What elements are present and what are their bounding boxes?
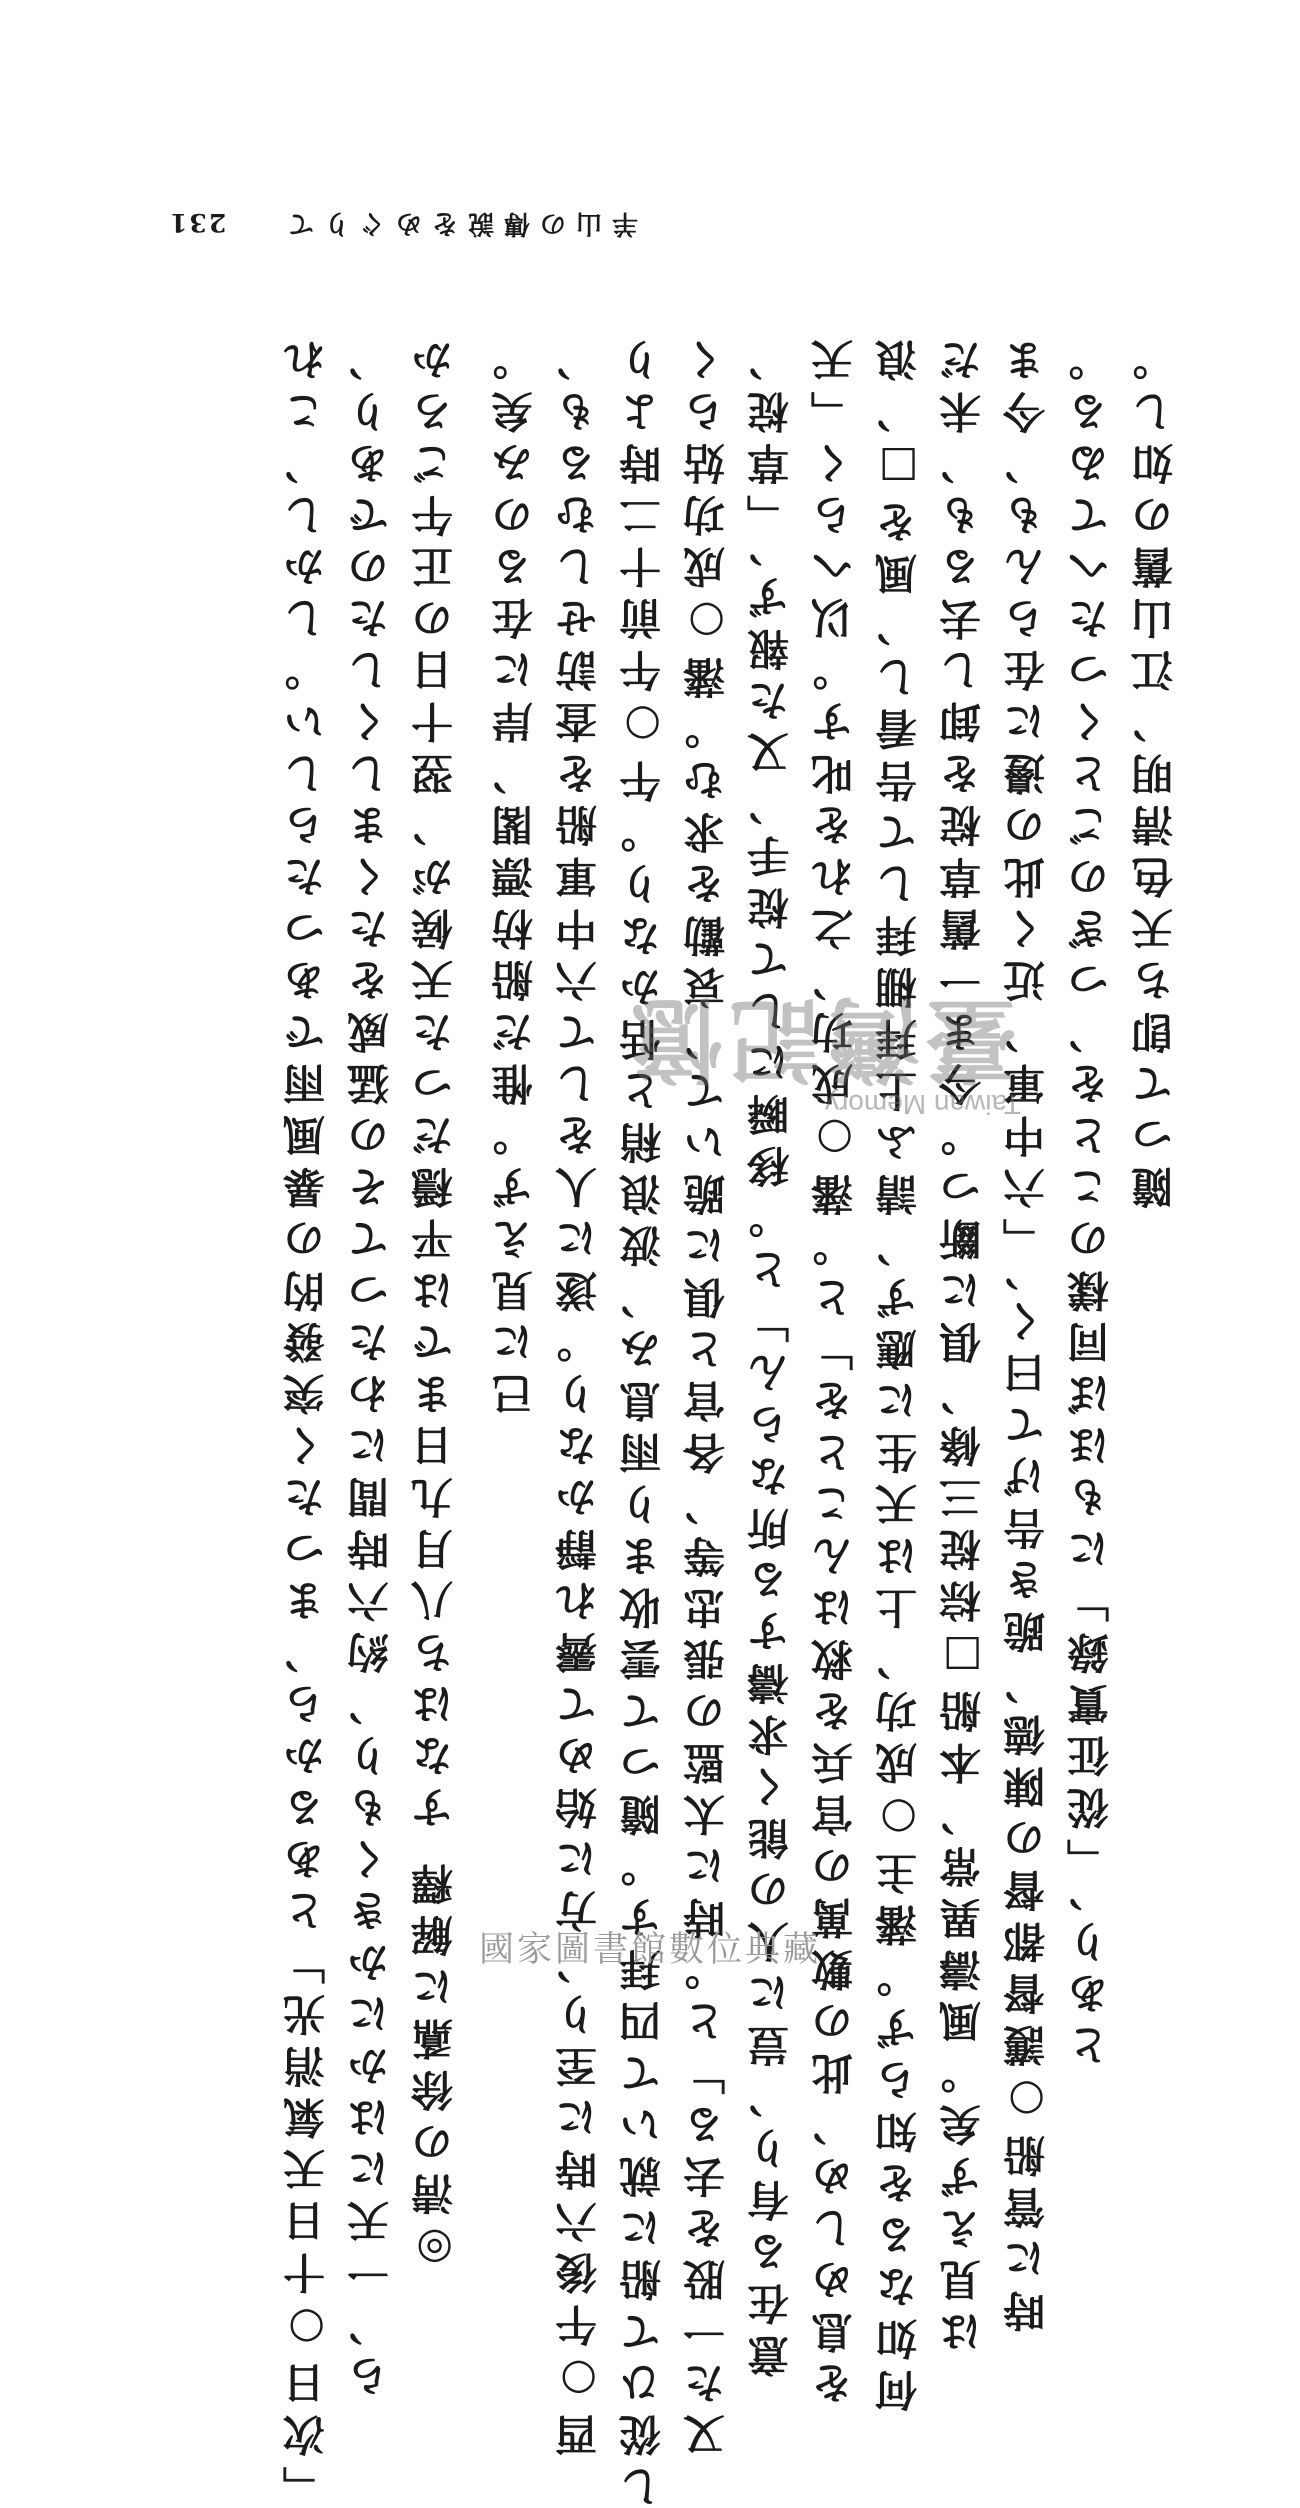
text-column: 又た一股を去る」と。時に太監の張忠等、各官と俱に跪いて、哀勸を求む。藩○成功姑らく (682, 330, 731, 2457)
text-column: 酉○午後六時に至り、方に始めて霽れ靜かなり。遂に人をして六中軍船を查訪せしむるも、 (554, 330, 603, 2457)
text-column: ら、一天にはかにかきくもり、約六時間にわたつてその猛威をたくましくしたのであり、 (346, 330, 395, 2398)
text-column: ◎淸の徐鼒に解釋 すなはち八月九日までは平穩だつた天候が、翌十日の正午ごろか (410, 330, 459, 2275)
text-column: 隨つて卽ち天色淸明、江山舊の如し。 (1130, 330, 1179, 1209)
running-title: 羊山の傳說をめぐりて (278, 208, 639, 238)
text-column: を息めしめ、此の數萬の官兵を救はんことを」と。藩○成功、之れを叱す。以へらく「天 (810, 330, 859, 2405)
watermark-logo: 臺灣記憶 (625, 985, 1018, 1092)
footer-credit: 國家圖書館數位典藏 (478, 1930, 821, 1970)
page-number: 231 (168, 208, 227, 237)
text-column: 何如なるを知らず。藩主○成功、上は天生に應ず、請ふ上拜棚拜して告看し、風を□、浪 (874, 330, 923, 2412)
watermark-caption: Taiwan Memory (825, 1089, 1022, 1120)
text-column: し從ひて船に就いて四拜す。隨つて雲收まり雨息み、波浪稍と恬かなり。午○午前十二時より (618, 330, 667, 2508)
text-column: 意在る有り、豈に人の能く求禱する所ならん」と。移瞬にして椗手、又た報ず、「草椗、 (746, 330, 795, 2377)
text-column: 「次日○十日天氣消光」とあるから、まつたく突發的の暴風雨であつたらしい。しかし、これ (282, 330, 331, 2508)
text-column: 已に見えず。惟だ船枋漂閣、岸に在るのみ矣。 (490, 330, 539, 1416)
text-column: 時に管船○護督都督の陳德、跪き告げて曰く、「六中軍、近く此の邊に在らんも、今ま (1002, 330, 1051, 2333)
text-column: は見えず矣。風濤異常、本船□棕椗三條、俱に斷つ。今ま一舊草椗を卸し去るも、未だ (938, 330, 987, 2354)
text-column: とあり、「從征實錄」にもほぼ同樣のことを、つぎのごとくつたへてゐる。 (1066, 330, 1115, 2067)
